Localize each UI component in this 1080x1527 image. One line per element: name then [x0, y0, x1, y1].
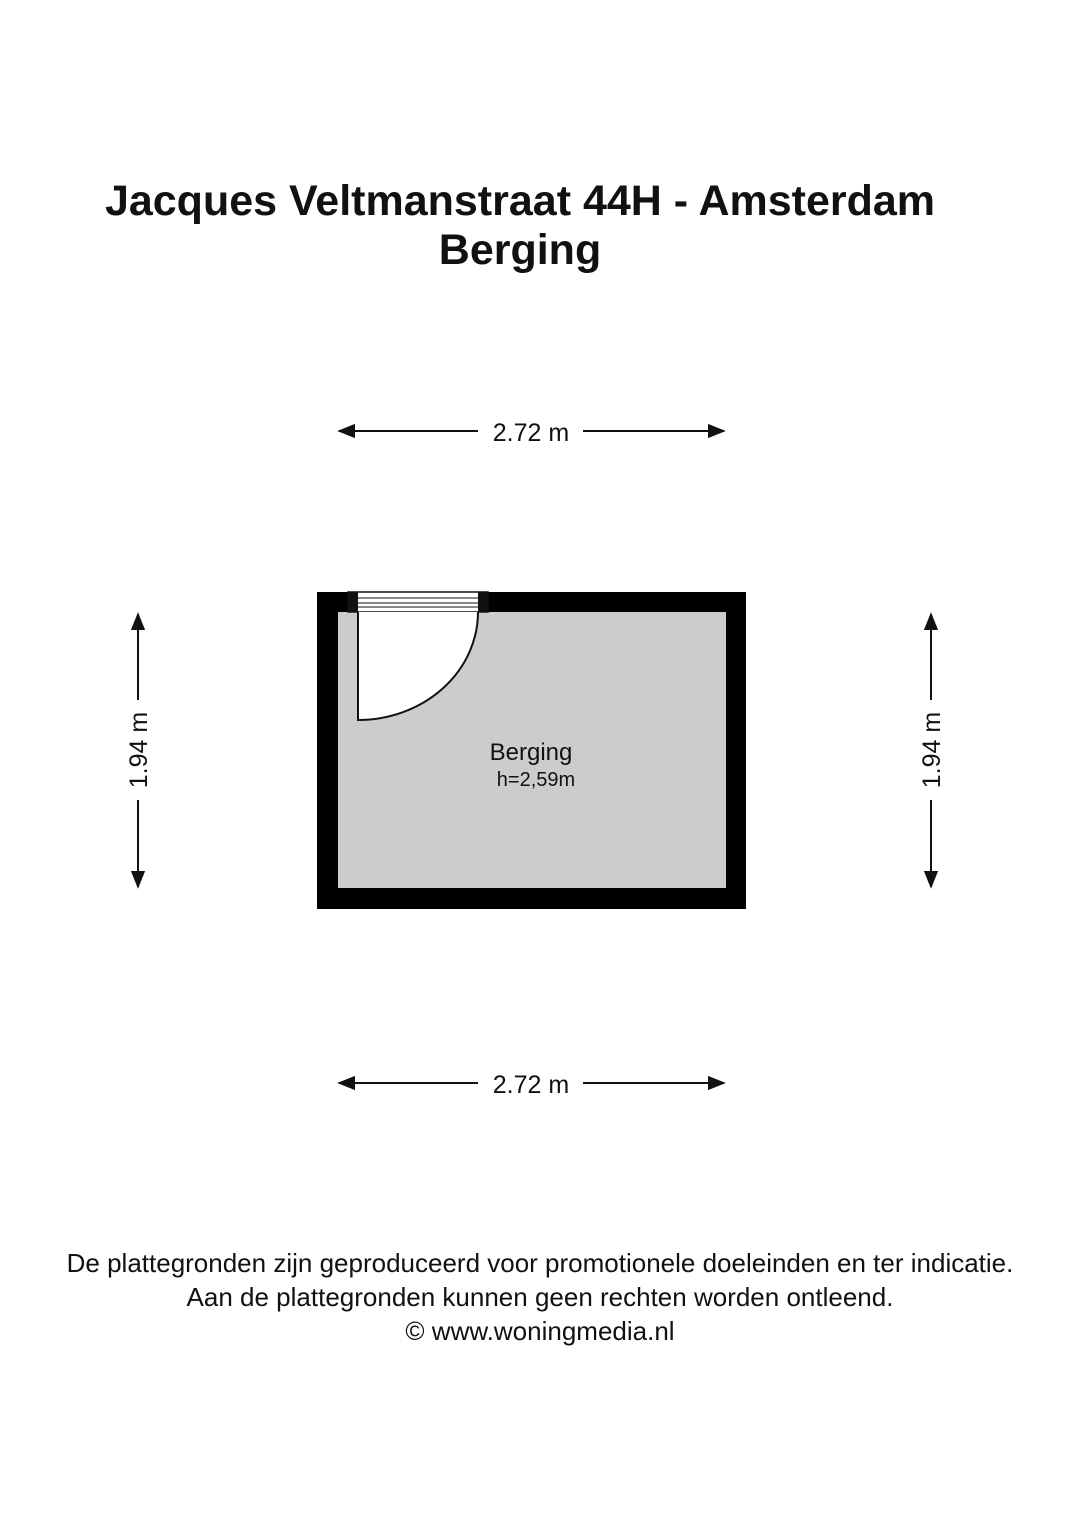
dimension-right	[918, 614, 946, 887]
plan-subtitle: Berging	[438, 226, 602, 274]
dimension-top-label: 2.72 m	[492, 419, 570, 447]
plan-title: Jacques Veltmanstraat 44H - Amsterdam	[104, 177, 936, 225]
copyright-line: © www.woningmedia.nl	[405, 1316, 675, 1346]
dimension-bottom-label: 2.72 m	[492, 1071, 570, 1099]
dimension-bottom	[339, 1071, 724, 1099]
dimension-top	[339, 419, 724, 447]
door-opening	[348, 592, 488, 612]
disclaimer-line-1: De plattegronden zijn geproduceerd voor promotionele doeleinden en ter indicatie.	[66, 1248, 1014, 1278]
dimension-left	[125, 614, 153, 887]
room-name-label: Berging	[489, 739, 573, 766]
disclaimer-line-2: Aan de plattegronden kunnen geen rechten worden ontleend.	[186, 1282, 894, 1312]
room-height-label: h=2,59m	[496, 769, 576, 791]
dimension-left-label: 1.94 m	[125, 711, 153, 789]
dimension-right-label: 1.94 m	[918, 711, 946, 789]
